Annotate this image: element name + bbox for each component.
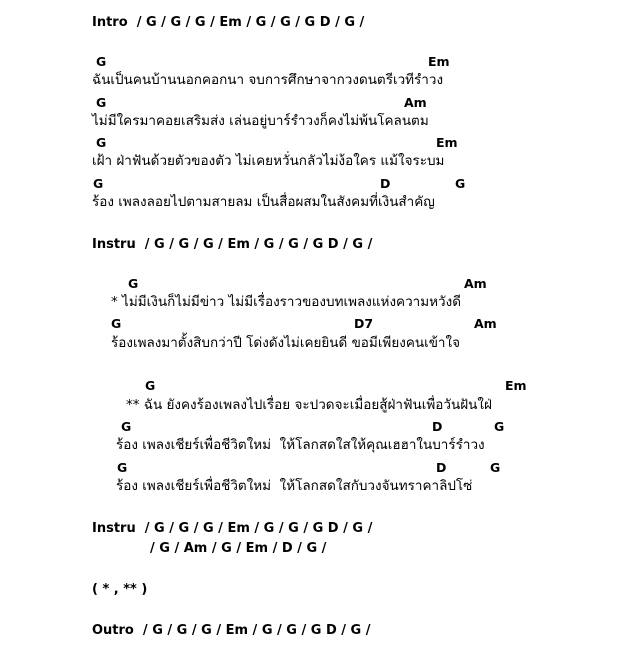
chord: G xyxy=(121,419,132,434)
chord: G xyxy=(96,135,107,150)
lyric-line: ไม่มีใครมาคอยเสริมส่ง เล่นอยู่บาร์รำวงก็คงไม่พ้นโคลนตม xyxy=(92,113,429,129)
lyric-line: * ไม่มีเงินก็ไม่มีข่าว ไม่มีเรื่องราวของบทเพลงแห่งความหวังดี xyxy=(111,294,461,310)
repeat-note: ( * , ** ) xyxy=(92,582,148,597)
intro-progression: Intro / G / G / G / Em / G / G / G D / G / xyxy=(92,15,365,30)
chord: G xyxy=(145,378,156,393)
chord: D xyxy=(436,460,447,475)
chord: D xyxy=(380,176,391,191)
chord: G xyxy=(96,95,107,110)
chord: Am xyxy=(404,95,427,110)
lyric-line: ร้อง เพลงเชียร์เพื่อชีวิตใหม่ ให้โลกสดใสกับวงจันทราคาลิปโซ่ xyxy=(116,478,473,494)
lyric-line: ร้อง เพลงลอยไปตามสายลม เป็นสื่อผสมในสังคมที่เงินสำคัญ xyxy=(92,194,435,210)
chord: Em xyxy=(436,135,458,150)
lyric-line: ร้อง เพลงเชียร์เพื่อชีวิตใหม่ ให้โลกสดใสให้คุณเฮฮาในบาร์รำวง xyxy=(116,437,485,453)
instru-progression-2-cont: / G / Am / G / Em / D / G / xyxy=(150,541,327,556)
lyric-line: ฉันเป็นคนบ้านนอกคอกนา จบการศึกษาจากวงดนตรีเวทีรำวง xyxy=(92,72,444,88)
chord: G xyxy=(93,176,104,191)
chord: Em xyxy=(428,54,450,69)
chord: D7 xyxy=(354,316,374,331)
chord: G xyxy=(96,54,107,69)
chord: D xyxy=(432,419,443,434)
chord: G xyxy=(128,276,139,291)
instru-progression: Instru / G / G / G / Em / G / G / G D / G / xyxy=(92,237,373,252)
instru-progression-2: Instru / G / G / G / Em / G / G / G D / G / xyxy=(92,521,373,536)
chord: Am xyxy=(464,276,487,291)
chord: G xyxy=(111,316,122,331)
lyric-line: ร้องเพลงมาตั้งสิบกว่าปี โด่งดังไม่เคยยินดี ขอมีเพียงคนเข้าใจ xyxy=(111,335,461,351)
lyric-line: ** ฉัน ยังคงร้องเพลงไปเรื่อย จะปวดจะเมื่อยสู้ฝ่าฟันเพื่อวันฝันใฝ่ xyxy=(126,397,492,413)
chord: Am xyxy=(474,316,497,331)
lyric-line: เฝ้า ฝ่าฟันด้วยตัวของตัว ไม่เคยหวั่นกลัวไม่ง้อใคร แม้ใจระบม xyxy=(92,153,445,169)
chord: G xyxy=(117,460,128,475)
chord: G xyxy=(490,460,501,475)
outro-progression: Outro / G / G / G / Em / G / G / G D / G / xyxy=(92,623,371,638)
chord: G xyxy=(455,176,466,191)
chord: G xyxy=(494,419,505,434)
chord: Em xyxy=(505,378,527,393)
